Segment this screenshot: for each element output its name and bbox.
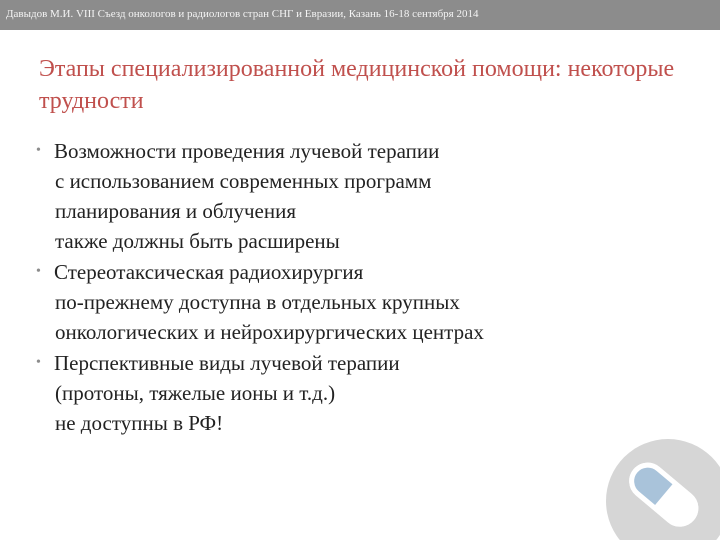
- bullet-dot-icon: •: [36, 264, 41, 279]
- bullet-line: также должны быть расширены: [55, 229, 340, 253]
- bullet-item: [36, 257, 676, 347]
- capsule-logo-icon: [605, 438, 720, 540]
- slide-title: Этапы специализированной медицинской помощи: некоторые трудности: [39, 56, 675, 114]
- bullet-list: [36, 136, 676, 439]
- bullet-dot-icon: •: [36, 143, 41, 158]
- header-bar: [0, 0, 720, 30]
- bullet-line: Возможности проведения лучевой терапии: [54, 139, 440, 163]
- bullet-line: по-прежнему доступна в отдельных крупных: [55, 290, 460, 314]
- bullet-dot-icon: •: [36, 355, 41, 370]
- bullet-line: планирования и облучения: [55, 199, 297, 223]
- bullet-line: с использованием современных программ: [55, 169, 432, 193]
- bullet-item: [36, 136, 676, 256]
- bullet-line: Перспективные виды лучевой терапии: [54, 351, 400, 375]
- bullet-line: Стереотаксическая радиохирургия: [54, 260, 364, 284]
- header-footer-text: Давыдов М.И. VIII Съезд онкологов и радиологов стран СНГ и Евразии, Казань 16-18 сентября 2014: [6, 8, 479, 20]
- bullet-line: онкологических и нейрохирургических центрах: [55, 320, 484, 344]
- bullet-line: (протоны, тяжелые ионы и т.д.): [55, 381, 336, 405]
- bullet-item: [36, 348, 676, 438]
- bullet-line: не доступны в РФ!: [55, 411, 224, 435]
